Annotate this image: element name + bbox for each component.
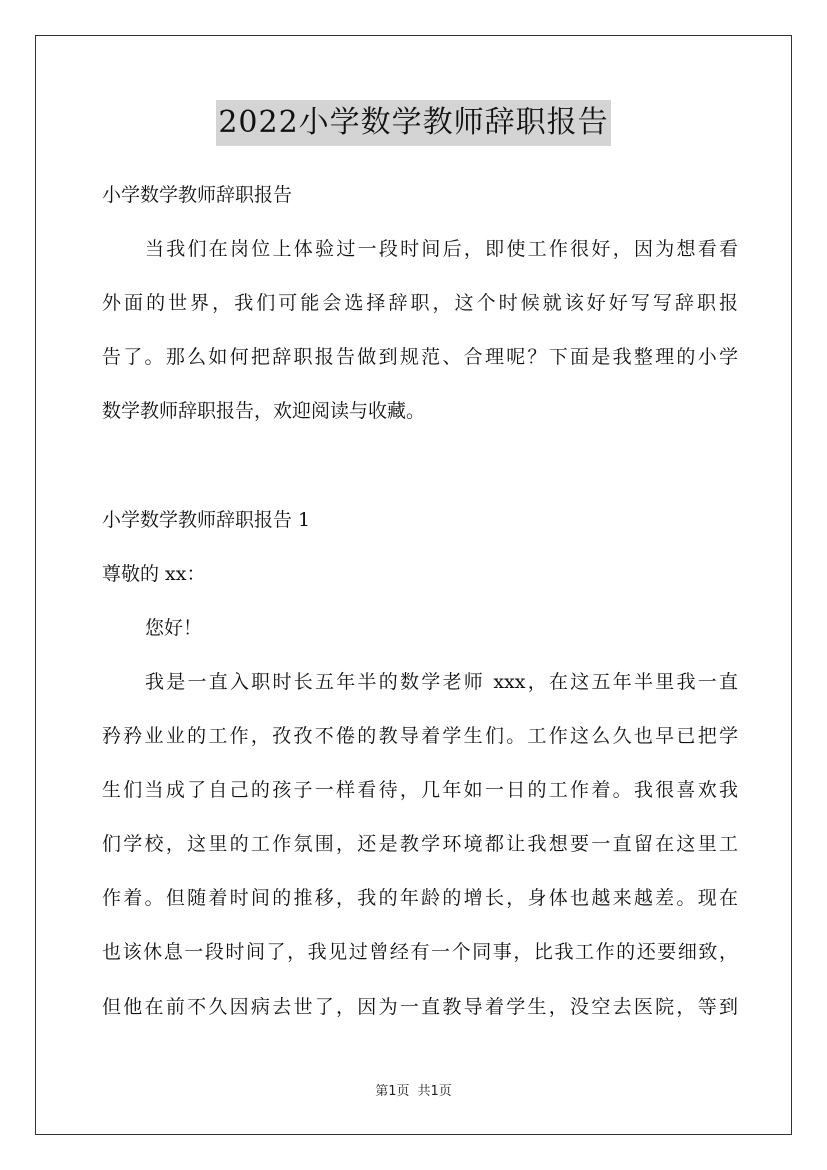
- body-paragraph-line: 矜矜业业的工作，孜孜不倦的教导着学生们。工作这么久也早已把学: [102, 725, 738, 747]
- salutation: 尊敬的 xx：: [102, 563, 206, 585]
- body-paragraph-line: 也该休息一段时间了，我见过曾经有一个同事，比我工作的还要细致，: [102, 941, 738, 963]
- body-paragraph-line: 我是一直入职时长五年半的数学老师 xxx，在这五年半里我一直: [145, 671, 738, 693]
- intro-paragraph-line: 当我们在岗位上体验过一段时间后，即使工作很好，因为想看看: [145, 238, 738, 260]
- document-subtitle: 小学数学教师辞职报告: [102, 184, 293, 206]
- body-paragraph-line: 作着。但随着时间的推移，我的年龄的增长，身体也越来越差。现在: [102, 887, 738, 909]
- intro-paragraph-line: 数学教师辞职报告，欢迎阅读与收藏。: [102, 400, 426, 422]
- intro-paragraph-line: 外面的世界，我们可能会选择辞职，这个时候就该好好写写辞职报: [102, 292, 738, 314]
- document-title: 2022小学数学教师辞职报告: [0, 100, 827, 146]
- page-number: 第1页: [375, 1084, 410, 1099]
- greeting: 您好！: [145, 617, 203, 639]
- page-total: 共1页: [417, 1084, 452, 1099]
- section-heading: 小学数学教师辞职报告 1: [102, 509, 311, 531]
- body-paragraph-line: 生们当成了自己的孩子一样看待，几年如一日的工作着。我很喜欢我: [102, 779, 738, 801]
- body-paragraph-line: 们学校，这里的工作氛围，还是教学环境都让我想要一直留在这里工: [102, 833, 738, 855]
- intro-paragraph-line: 告了。那么如何把辞职报告做到规范、合理呢？下面是我整理的小学: [102, 346, 738, 368]
- body-paragraph-line: 但他在前不久因病去世了，因为一直教导着学生，没空去医院，等到: [102, 996, 738, 1018]
- page-footer: [0, 1083, 827, 1101]
